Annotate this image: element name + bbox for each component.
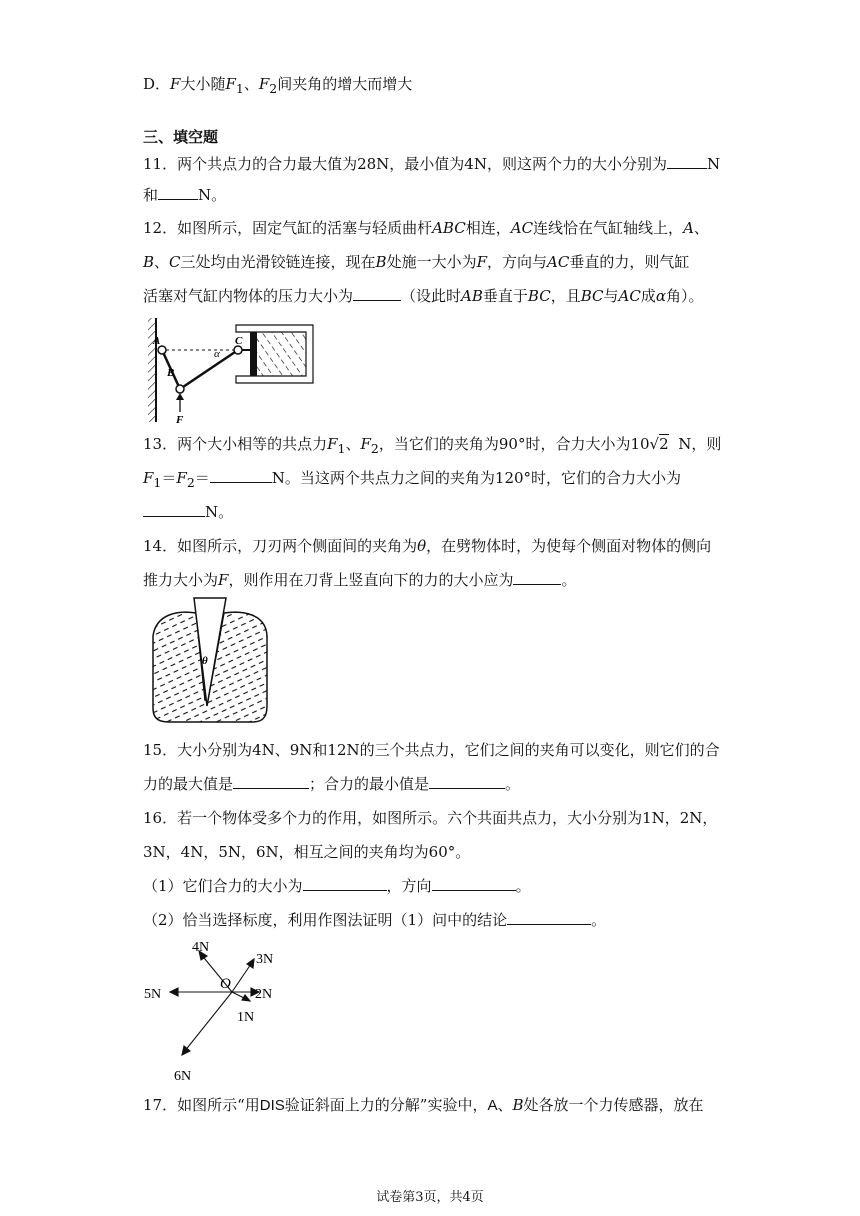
arrowhead-1n (242, 995, 250, 1001)
q15-blank-2[interactable] (429, 774, 505, 789)
q14-blank[interactable] (513, 570, 561, 585)
q16-blank-2[interactable] (432, 876, 516, 891)
rod-bc (180, 350, 238, 389)
q14-line2: 推力大小为F，则作用在刀背上竖直向下的力的大小应为 。 (143, 571, 577, 589)
q11-line2: 和 N。 (143, 186, 227, 204)
q12-piston-figure (140, 312, 330, 424)
q15-blank-1[interactable] (233, 774, 309, 789)
label-6n: 6N (174, 1069, 192, 1084)
label-b: B (167, 367, 175, 379)
page-footer: 试卷第3页，共4页 (376, 1190, 484, 1205)
q16-blank-1[interactable] (303, 876, 387, 891)
q17-line1: 17．如图所示“用DIS验证斜面上力的分解”实验中，A、B处各放一个力传感器，放在 (143, 1096, 704, 1114)
label-5n: 5N (144, 987, 162, 1002)
q16-line1: 16．若一个物体受多个力的作用，如图所示。六个共面共点力，大小分别为1N，2N， (143, 809, 718, 827)
q13-blank-2[interactable] (143, 502, 205, 517)
hinge-c (234, 346, 242, 354)
q15-line2: 力的最大值是 ；合力的最小值是 。 (143, 775, 521, 793)
q15-line1: 15．大小分别为4N、9N和12N的三个共点力，它们之间的夹角可以变化，则它们的合 (143, 741, 720, 759)
label-1n: 1N (237, 1010, 255, 1025)
section-title: 三、填空题 (143, 128, 219, 146)
q11-blank-2[interactable] (158, 185, 198, 200)
q12-blank[interactable] (353, 286, 401, 301)
arrowhead-3n (247, 959, 254, 968)
q13-blank-1[interactable] (210, 468, 272, 483)
q11-line1: 11．两个共点力的合力最大值为28N，最小值为4N，则这两个力的大小分别为 N (143, 155, 721, 173)
q11-blank-1[interactable] (667, 154, 707, 169)
label-o: O (220, 976, 231, 992)
piston (250, 332, 257, 376)
q16-line2: 3N，4N，5N，6N，相互之间的夹角均为60°。 (143, 843, 471, 861)
label-3n: 3N (256, 952, 274, 967)
q16-line4: （2）恰当选择标度，利用作图法证明（1）问中的结论 。 (143, 911, 607, 929)
hinge-b (176, 385, 184, 393)
label-alpha: α (214, 348, 220, 360)
sqrt-symbol: √ (649, 435, 660, 453)
label-c: C (235, 335, 243, 347)
label-2n: 2N (255, 987, 273, 1002)
q13-line2: $F_1=F_2= N$。当这两个共点力之间的夹角为120°时，它们的合力大小为 (143, 469, 682, 490)
label-a: A (153, 335, 161, 347)
q12-line1: 12．如图所示，固定气缸的活塞与轻质曲杆ABC相连，AC连线恰在气缸轴线上，A、 (143, 219, 709, 237)
q16-line3: （1）它们合力的大小为 ，方向 。 (143, 877, 531, 895)
q12-line2: B、C三处均由光滑铰链连接，现在B处施一大小为F，方向与AC垂直的力，则气缸 (143, 253, 690, 271)
q14-line1: 14．如图所示，刀刃两个侧面间的夹角为θ，在劈物体时，为使每个侧面对物体的侧向 (143, 537, 712, 555)
q13-line1: 13．两个大小相等的共点力$F_1$、$F_2$，当它们的夹角为90°时，合力大小为10√2 N，则 (143, 435, 722, 456)
arrow-6n (184, 992, 232, 1052)
force-arrowhead (176, 393, 184, 400)
wall-hatching (148, 318, 156, 422)
label-f: F (176, 414, 184, 424)
label-4n: 4N (192, 940, 210, 955)
q16-force-figure (140, 935, 300, 1085)
q10-option-d: D．F大小随$F_1$、$F_2$间夹角的增大而增大 (143, 75, 413, 96)
q16-blank-3[interactable] (507, 910, 591, 925)
q14-blade-figure (148, 596, 273, 726)
label-theta: θ (202, 655, 208, 667)
arrowhead-6n (182, 1046, 190, 1055)
cylinder-contents (257, 332, 306, 376)
q13-line3: N。 (143, 502, 233, 522)
q12-line3: 活塞对气缸内物体的压力大小为 （设此时AB垂直于BC，且BC与AC成α角）。 (143, 287, 704, 305)
arrowhead-5n (170, 988, 178, 996)
hinge-a (158, 346, 166, 354)
